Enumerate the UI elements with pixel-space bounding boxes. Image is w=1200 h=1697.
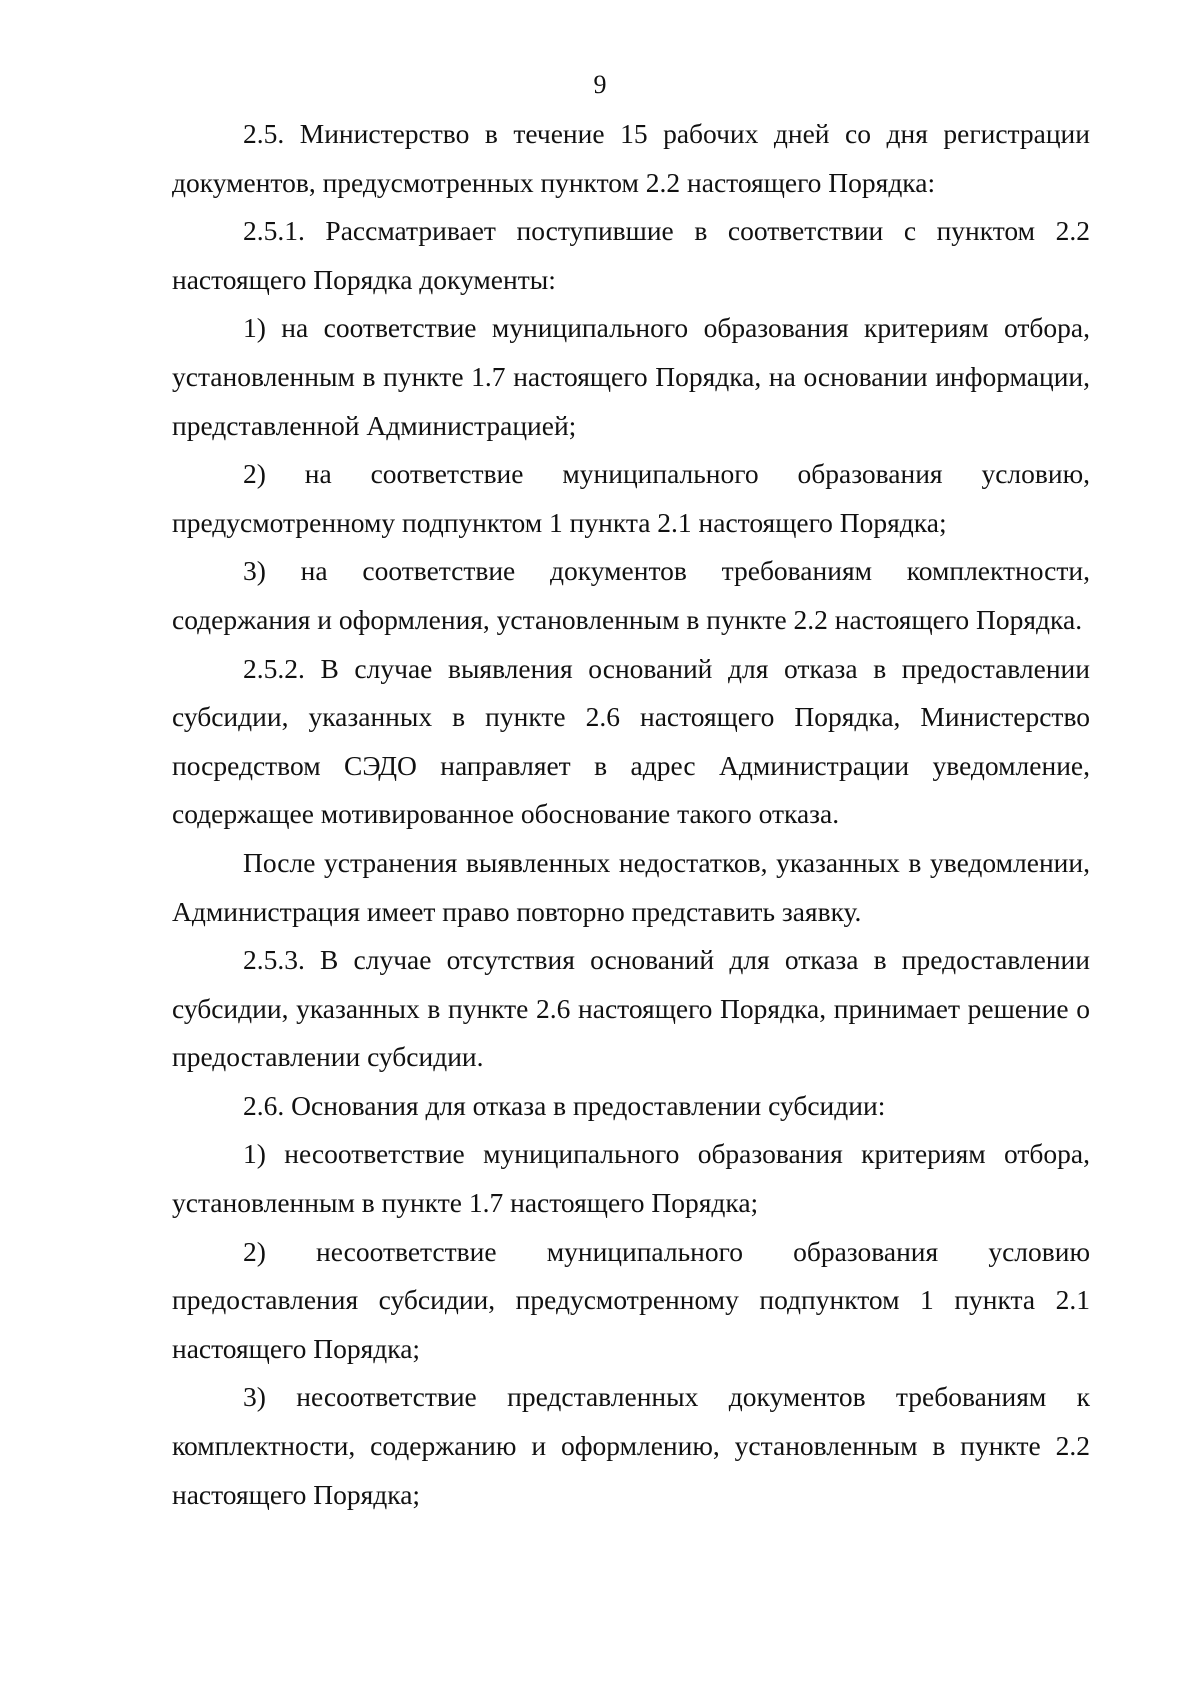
paragraph-2-6: 2.6. Основания для отказа в предоставлении субсидии: — [243, 1089, 886, 1121]
paragraph-2-5: 2.5. Министерство в течение 15 рабочих дней со дня регистрации документов, предусмотренных пунктом 2.2 настоящего Порядка: — [172, 118, 1090, 198]
document-body — [172, 110, 1090, 1519]
paragraph-2-6-item-3: 3) несоответствие представленных документов требованиям к комплектности, содержанию и оформлению, установленным в пункте 2.2 настоящего Порядка; — [172, 1381, 1090, 1510]
paragraph-2-6-item-1: 1) несоответствие муниципального образования критериям отбора, установленным в пункте 1.7 настоящего Порядка; — [172, 1138, 1090, 1219]
page-number: 9 — [593, 70, 607, 99]
paragraph-2-5-3: 2.5.3. В случае отсутствия оснований для отказа в предоставлении субсидии, указанных в пункте 2.6 настоящего Порядка, принимает решение о предоставлении субсидии. — [172, 944, 1090, 1073]
paragraph-2-5-1-item-3: 3) на соответствие документов требованиям комплектности, содержания и оформления, установленным в пункте 2.2 настоящего Порядка. — [172, 555, 1090, 635]
paragraph-2-5-1-item-1: 1) на соответствие муниципального образования критериям отбора, установленным в пункте 1.7 настоящего Порядка, на основании информации, представленной Администрацией; — [172, 312, 1090, 441]
paragraph-2-5-2: 2.5.2. В случае выявления оснований для отказа в предоставлении субсидии, указанных в пункте 2.6 настоящего Порядка, Министерство посредством СЭДО направляет в адрес Администрации уведомление, содержащее мотивированное обоснование такого отказа. — [172, 652, 1090, 830]
paragraph-2-6-item-2: 2) несоответствие муниципального образования условию предоставления субсидии, предусмотренному подпунктом 1 пункта 2.1 настоящего Порядка; — [172, 1235, 1090, 1364]
paragraph-2-5-2-followup: После устранения выявленных недостатков, указанных в уведомлении, Администрация имеет право повторно представить заявку. — [172, 846, 1090, 927]
paragraph-2-5-1-item-2: 2) на соответствие муниципального образования условию, предусмотренному подпунктом 1 пункта 2.1 настоящего Порядка; — [172, 458, 1090, 538]
paragraph-2-5-1: 2.5.1. Рассматривает поступившие в соответствии с пунктом 2.2 настоящего Порядка документы: — [172, 215, 1090, 295]
